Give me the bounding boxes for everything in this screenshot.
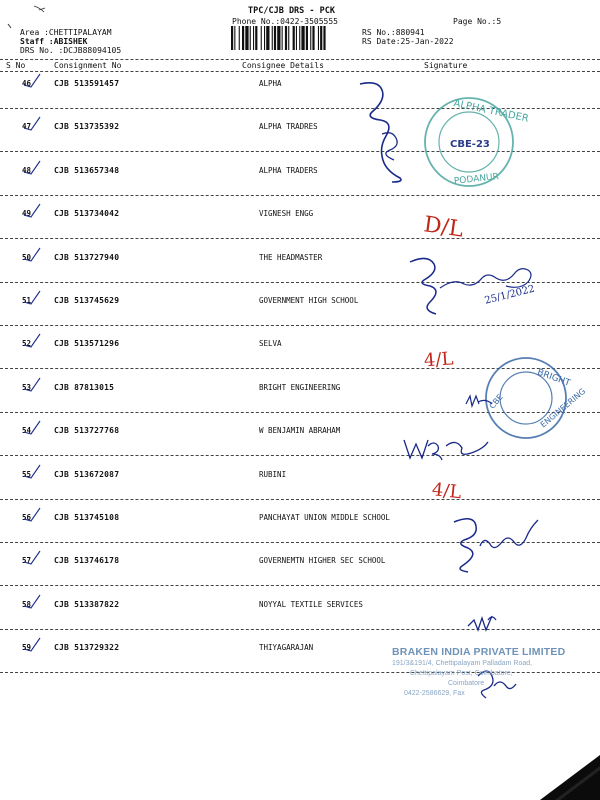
col-header-signature: Signature: [424, 61, 468, 70]
row-serial-number: 52: [22, 339, 32, 349]
row-consignee-name: GOVERNMENT HIGH SCHOOL: [259, 296, 359, 305]
row-consignment-number: CJB 513591457: [54, 79, 120, 88]
row-consignee-name: RUBINI: [259, 469, 287, 479]
row-serial-number: 55: [22, 469, 32, 479]
row-consignment-number: CJB 513657348: [54, 165, 120, 175]
handwriting-row51-date: 25/1/2022: [483, 283, 536, 307]
row-consignment-number: CJB 513746178: [54, 556, 120, 566]
row-serial-number: 54: [22, 426, 32, 436]
row-consignee-name: NOYYAL TEXTILE SERVICES: [259, 599, 363, 609]
row-serial-number: 58: [22, 599, 32, 609]
handwriting-row52: 4/L: [423, 348, 455, 372]
row-consignment-number: CJB 513571296: [54, 339, 120, 349]
stamp-bright-side-text: ENGINEERING: [538, 386, 588, 430]
row-serial-number: 57: [22, 556, 32, 566]
row-serial-number: 49: [22, 209, 32, 219]
row-serial-number: 50: [22, 252, 32, 262]
company-stamp-line1: 191/3&191/4, Chettipalayam Palladam Road,: [392, 660, 533, 667]
row-consignment-number: CJB 513745108: [54, 513, 120, 522]
row-consignee-name: VIGNESH ENGG: [259, 209, 314, 219]
company-stamp-line3: Coimbatore: [448, 680, 485, 687]
rs-date: RS Date:25-Jan-2022: [362, 37, 454, 46]
row-consignment-number: CJB 513727768: [54, 426, 120, 436]
document-title: TPC/CJB DRS - PCK: [248, 6, 335, 16]
row-consignee-name: THE HEADMASTER: [259, 252, 323, 262]
row-consignee-name: PANCHAYAT UNION MIDDLE SCHOOL: [259, 513, 390, 522]
staff-label: Staff :ABISHEK: [20, 37, 88, 46]
row-consignment-number: CJB 513745629: [54, 296, 120, 305]
row-consignment-number: CJB 513727940: [54, 252, 120, 262]
row-consignee-name: ALPHA: [259, 79, 282, 88]
col-header-sno: S No: [6, 61, 26, 70]
row-consignee-name: ALPHA TRADERS: [259, 165, 318, 175]
row-consignee-name: THIYAGARAJAN: [259, 643, 314, 653]
row-consignee-name: BRIGHT ENGINEERING: [259, 382, 341, 392]
row-serial-number: 48: [22, 165, 32, 175]
row-serial-number: 56: [22, 513, 32, 522]
row-consignment-number: CJB 513735392: [54, 122, 120, 132]
row-consignee-name: SELVA: [259, 339, 282, 349]
area-label: Area :CHETTIPALAYAM: [20, 28, 112, 37]
handwriting-row55: 4/L: [430, 479, 463, 504]
page-number: Page No.:5: [453, 17, 502, 26]
row-consignment-number: CJB 513729322: [54, 643, 120, 653]
company-stamp-line4: 0422-2586629, Fax: [404, 690, 465, 697]
stamp-alpha-top-text: ALPHA TRADER: [452, 98, 530, 125]
company-stamp-name: BRAKEN INDIA PRIVATE LIMITED: [392, 646, 566, 658]
row-consignment-number: CJB 513387822: [54, 599, 120, 609]
stamp-bright-top-text: BRIGHT: [535, 367, 572, 389]
drs-number: DRS No. :DCJB88094105: [20, 46, 122, 55]
row-serial-number: 53: [22, 382, 32, 392]
row-serial-number: 51: [22, 296, 32, 305]
col-header-consignee: Consignee Details: [242, 61, 324, 70]
row-serial-number: 46: [22, 79, 32, 88]
stamp-alpha-bottom-text: PODANUR: [453, 172, 500, 187]
row-consignment-number: CJB 513734042: [54, 209, 120, 219]
handwriting-row49: D/L: [422, 212, 465, 243]
col-header-consignment: Consignment No: [54, 61, 122, 70]
row-consignee-name: W BENJAMIN ABRAHAM: [259, 426, 341, 436]
stamp-bright-left-text: CBE: [487, 392, 505, 411]
rs-number: RS No.:880941: [362, 28, 425, 37]
row-consignee-name: GOVERNEMTN HIGHER SEC SCHOOL: [259, 556, 386, 566]
stamp-alpha-center-text: CBE-23: [450, 139, 490, 150]
row-consignment-number: CJB 87813015: [54, 382, 115, 392]
phone-number: Phone No.:0422-3505555: [232, 17, 338, 26]
row-serial-number: 47: [22, 122, 32, 132]
row-serial-number: 59: [22, 643, 32, 653]
row-consignment-number: CJB 513672087: [54, 469, 120, 479]
row-consignee-name: ALPHA TRADRES: [259, 122, 318, 132]
company-stamp-line2: Chettipalayam Post, Coimbatore,: [410, 670, 513, 677]
